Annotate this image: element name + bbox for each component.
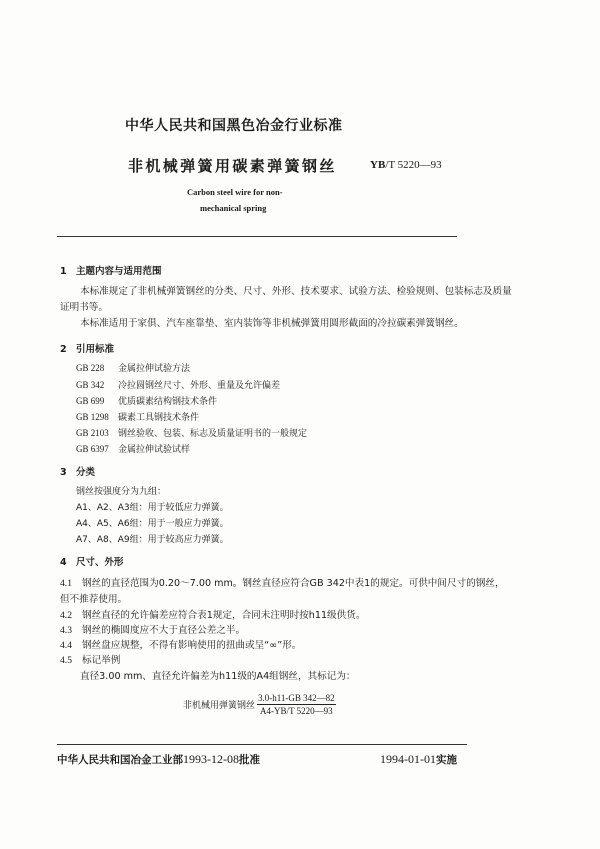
reference-code: GB 228 <box>76 363 105 373</box>
reference-title: 冷拉圆钢丝尺寸、外形、重量及允许偏差 <box>118 381 281 391</box>
section-1-title: 主题内容与适用范围 <box>76 266 162 277</box>
clause-number: 4.1 <box>60 578 72 589</box>
clause-4-4 <box>60 637 301 651</box>
classification-group: A1、A2、A3组：用于较低应力弹簧。 <box>76 503 229 513</box>
classification-intro: 钢丝按强度分为九组： <box>76 487 167 497</box>
section-1-number: 1 <box>60 266 67 277</box>
clause-4-2 <box>60 607 365 621</box>
header-divider <box>57 236 457 237</box>
clause-text: 钢丝的直径范围为0.20～7.00 mm。钢丝直径应符合GB 342中表1的规定。可供中间尺寸的钢丝， <box>82 578 505 589</box>
reference-title: 金属拉伸试验方法 <box>118 364 191 374</box>
issuing-organization: 中华人民共和国黑色冶金行业标准 <box>125 118 343 134</box>
marking-example <box>183 693 336 716</box>
clause-4-3 <box>60 622 245 636</box>
clause-text: 钢丝的椭圆度应不大于直径公差之半。 <box>82 625 246 636</box>
clause-text: 标记举例 <box>82 655 121 666</box>
reference-code: GB 699 <box>76 396 105 406</box>
reference-code: GB 2103 <box>76 428 109 438</box>
classification-group: A7、A8、A9组：用于较高应力弹簧。 <box>76 535 229 545</box>
footer-effective <box>380 752 457 767</box>
section-2-title: 引用标准 <box>76 344 115 355</box>
section-1-para2: 本标准适用于家俱、汽车座靠垫、室内装饰等非机械弹簧用圆形截面的冷拉碳素弹簧钢丝。 <box>80 318 464 329</box>
approve-date: 1993-12-08 <box>183 752 239 766</box>
effective-date: 1994-01-01 <box>380 752 436 766</box>
english-title-line1: Carbon steel wire for non- <box>187 187 283 197</box>
reference-title: 钢丝验收、包装、标志及质量证明书的一般规定 <box>118 429 308 439</box>
reference-code: GB 6397 <box>76 444 109 454</box>
standard-code-prefix: YB <box>370 159 386 171</box>
reference-item <box>76 442 190 455</box>
reference-title: 优质碳素结构钢技术条件 <box>118 397 218 407</box>
clause-4-1-continued: 但不推荐使用。 <box>60 594 128 605</box>
clause-number: 4.2 <box>60 610 72 621</box>
clause-text: 钢丝盘应规整，不得有影响使用的扭曲或呈“∞”形。 <box>82 640 302 651</box>
section-2-number: 2 <box>60 344 67 355</box>
section-4-number: 4 <box>60 557 67 568</box>
marking-numerator: 3.0-h11-GB 342—82 <box>258 693 335 703</box>
section-2-heading <box>60 341 114 355</box>
english-title-line2: mechanical spring <box>200 203 267 213</box>
reference-item <box>76 410 199 423</box>
marking-label: 非机械用弹簧钢丝 <box>183 701 256 711</box>
document-title: 非机械弹簧用碳素弹簧钢丝 <box>128 157 337 175</box>
marking-example-text: 直径3.00 mm、直径允许偏差为h11级的A4组钢丝，其标记为： <box>80 671 356 682</box>
clause-4-5 <box>60 652 120 666</box>
standard-code-suffix: /T 5220—93 <box>385 159 442 171</box>
section-3-heading <box>60 464 95 478</box>
section-1-heading <box>60 263 162 277</box>
effective-label: 实施 <box>436 754 457 766</box>
marking-fraction <box>257 693 336 716</box>
footer-divider <box>57 744 467 745</box>
section-3-number: 3 <box>60 467 67 478</box>
reference-title: 碳素工具钢技术条件 <box>118 413 200 423</box>
clause-text: 钢丝直径的允许偏差应符合表1规定，合同未注明时按h11级供货。 <box>82 610 366 621</box>
issuer: 中华人民共和国冶金工业部 <box>57 754 183 766</box>
classification-group: A4、A5、A6组：用于一般应力弹簧。 <box>76 519 229 529</box>
section-4-title: 尺寸、外形 <box>76 557 124 568</box>
reference-title: 金属拉伸试验试样 <box>118 445 191 455</box>
section-4-heading <box>60 554 124 568</box>
clause-4-1 <box>60 575 505 589</box>
footer-approval <box>57 752 260 767</box>
clause-number: 4.4 <box>60 640 72 651</box>
clause-number: 4.3 <box>60 625 72 636</box>
section-3-title: 分类 <box>76 467 96 478</box>
clause-number: 4.5 <box>60 655 72 666</box>
reference-item <box>76 361 190 374</box>
reference-item <box>76 426 307 439</box>
standard-code <box>370 159 442 171</box>
reference-code: GB 1298 <box>76 412 109 422</box>
reference-item <box>76 378 280 391</box>
marking-denominator: A4-YB/T 5220—93 <box>260 706 333 716</box>
reference-item <box>76 394 217 407</box>
section-1-para1-line1: 本标准规定了非机械弹簧钢丝的分类、尺寸、外形、技术要求、试验方法、检验规则、包装标志及质量 <box>80 286 512 297</box>
section-1-para1-line2: 证明书等。 <box>60 302 108 313</box>
approve-label: 批准 <box>239 754 260 766</box>
reference-code: GB 342 <box>76 380 105 390</box>
